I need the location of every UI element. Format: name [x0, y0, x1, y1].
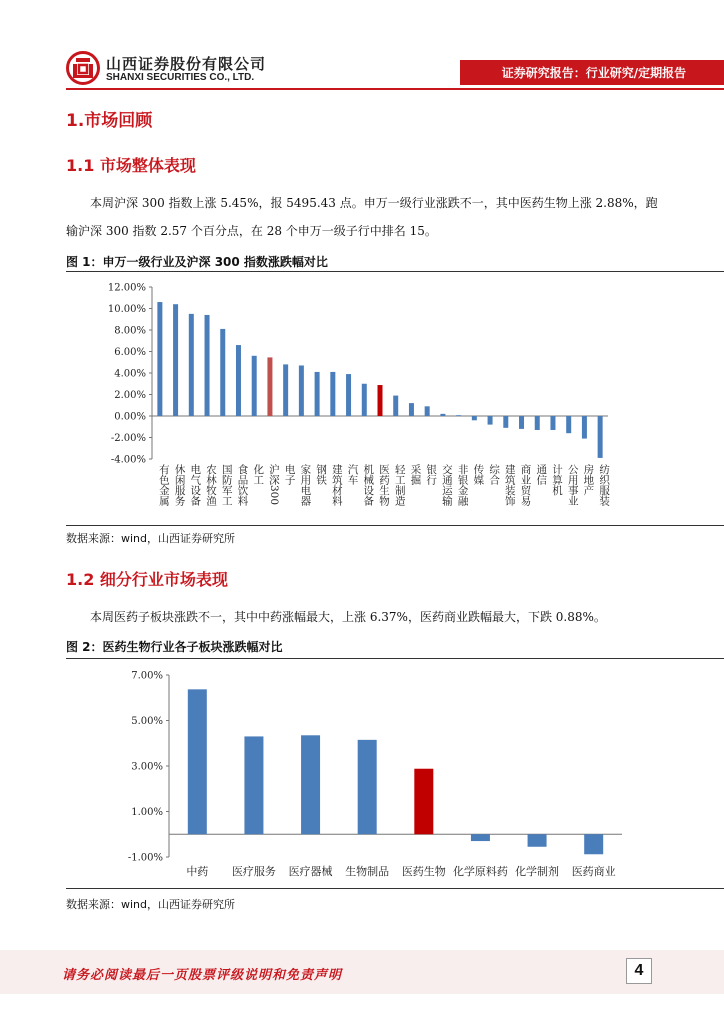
- bar-医疗器械: [301, 735, 320, 834]
- x-category-label: 商业贸易: [519, 464, 532, 506]
- bar-电子: [283, 364, 288, 416]
- bar-轻工制造: [393, 396, 398, 416]
- x-category-label: 医药商业: [571, 865, 616, 878]
- paragraph-2: 本周医药子板块涨跌不一，其中中药涨幅最大，上涨 6.37%，医药商业跌幅最大，下跌 0.88%。: [90, 610, 606, 624]
- x-category-label: 钢铁: [315, 464, 328, 485]
- y-tick-label: 4.00%: [114, 368, 146, 380]
- x-category-label: 中药: [186, 865, 209, 878]
- bar-通信: [535, 416, 540, 430]
- chart-industry-returns: [66, 274, 724, 524]
- figure-1-caption: 图 1：申万一级行业及沪深 300 指数涨跌幅对比: [66, 255, 328, 269]
- bar-综合: [488, 416, 493, 425]
- bar-有色金属: [157, 302, 162, 416]
- y-tick-label: -4.00%: [110, 454, 146, 466]
- bar-医药生物: [378, 385, 383, 416]
- x-category-label: 化学原料药: [452, 865, 508, 878]
- x-category-label: 汽车: [346, 464, 359, 485]
- bar-钢铁: [315, 372, 320, 416]
- section-title: 1.市场回顾: [66, 111, 153, 131]
- x-category-label: 国防军工: [220, 464, 233, 506]
- y-tick-label: 5.00%: [131, 716, 163, 727]
- bar-房地产: [582, 416, 587, 439]
- bar-中药: [188, 689, 207, 834]
- company-name-en: SHANXI SECURITIES CO., LTD.: [106, 72, 255, 83]
- x-category-label: 农林牧渔: [205, 464, 218, 506]
- bar-家用电器: [299, 365, 304, 416]
- bar-医药商业: [584, 834, 603, 854]
- bar-医疗服务: [244, 736, 263, 834]
- x-category-label: 医药生物: [378, 464, 390, 506]
- bar-化学原料药: [471, 834, 490, 841]
- company-name-cn: 山西证券股份有限公司: [106, 55, 267, 73]
- paragraph-1-line1: 本周沪深 300 指数上涨 5.45%，报 5495.43 点。申万一级行业涨跌不一，其中医药生物上涨 2.88%，跑: [90, 196, 658, 210]
- x-category-label: 轻工制造: [393, 464, 406, 506]
- chart-subsector-returns: [66, 662, 724, 886]
- x-category-label: 交通运输: [440, 464, 453, 506]
- x-category-label: 非银金融: [456, 464, 469, 506]
- x-category-label: 电子: [283, 464, 296, 485]
- x-category-label: 化学制剂: [515, 865, 560, 878]
- bar-食品饮料: [236, 345, 241, 416]
- bar-机械设备: [362, 384, 367, 416]
- bar-化学制剂: [528, 834, 547, 847]
- bar-计算机: [550, 416, 555, 430]
- bar-纺织服装: [598, 416, 603, 458]
- bar-采掘: [409, 403, 414, 416]
- bar-电气设备: [189, 314, 194, 416]
- x-category-label: 沪深300: [267, 464, 280, 506]
- bar-医药生物: [414, 769, 433, 835]
- bar-生物制品: [358, 740, 377, 834]
- footer-disclaimer: 请务必阅读最后一页股票评级说明和免责声明: [62, 968, 343, 983]
- bar-建筑材料: [330, 372, 335, 416]
- x-category-label: 综合: [488, 464, 501, 485]
- x-category-label: 纺织服装: [598, 464, 611, 506]
- x-category-label: 通信: [535, 464, 548, 485]
- header-divider: [66, 88, 724, 90]
- x-category-label: 医疗服务: [231, 865, 276, 878]
- figure-2-bottom-rule: [66, 888, 724, 889]
- x-category-label: 休闲服务: [173, 464, 186, 506]
- bar-沪深300: [267, 357, 272, 416]
- bar-银行: [425, 406, 430, 416]
- x-category-label: 家用电器: [299, 464, 312, 506]
- x-category-label: 传媒: [472, 464, 485, 485]
- bar-商业贸易: [519, 416, 524, 429]
- figure-2-caption: 图 2：医药生物行业各子板块涨跌幅对比: [66, 640, 283, 654]
- y-tick-label: 8.00%: [114, 325, 146, 337]
- figure-1-top-rule: [66, 271, 724, 272]
- bar-传媒: [472, 416, 477, 420]
- x-category-label: 有色金属: [157, 464, 170, 506]
- y-tick-label: 2.00%: [114, 390, 146, 401]
- y-tick-label: 6.00%: [114, 347, 146, 358]
- x-category-label: 建筑装饰: [503, 464, 516, 506]
- x-category-label: 银行: [425, 464, 438, 485]
- page-number: 4: [626, 958, 652, 984]
- x-category-label: 医疗器械: [288, 865, 333, 878]
- report-type: 证券研究报告：行业研究/定期报告: [501, 66, 687, 80]
- paragraph-1-line2: 输沪深 300 指数 2.57 个百分点，在 28 个申万一级子行中排名 15。: [66, 224, 437, 238]
- y-tick-label: -1.00%: [127, 852, 163, 864]
- y-tick-label: 1.00%: [131, 807, 163, 818]
- subsection-title-1-2: 1.2 细分行业市场表现: [66, 570, 228, 589]
- x-category-label: 食品饮料: [236, 464, 249, 506]
- x-category-label: 房地产: [582, 464, 595, 496]
- y-tick-label: 0.00%: [114, 411, 146, 423]
- y-tick-label: 7.00%: [131, 670, 163, 682]
- x-category-label: 采掘: [409, 464, 422, 485]
- bar-化工: [252, 356, 257, 416]
- x-category-label: 公用事业: [566, 464, 579, 506]
- x-category-label: 生物制品: [345, 865, 390, 878]
- x-category-label: 化工: [252, 464, 265, 485]
- bar-国防军工: [220, 329, 225, 416]
- y-tick-label: 3.00%: [131, 761, 163, 773]
- bar-农林牧渔: [205, 315, 210, 416]
- subsection-title-1-1: 1.1 市场整体表现: [66, 156, 196, 175]
- bar-汽车: [346, 374, 351, 416]
- figure-1-bottom-rule: [66, 525, 724, 526]
- bar-建筑装饰: [503, 416, 508, 428]
- x-category-label: 建筑材料: [330, 464, 343, 506]
- bar-交通运输: [440, 414, 445, 416]
- figure-1-source: 数据来源：wind，山西证券研究所: [66, 532, 236, 545]
- y-tick-label: -2.00%: [110, 433, 146, 444]
- x-category-label: 计算机: [550, 464, 563, 496]
- figure-2-top-rule: [66, 658, 724, 659]
- bar-休闲服务: [173, 304, 178, 416]
- company-logo-icon: [66, 51, 100, 85]
- x-category-label: 医药生物: [401, 865, 446, 878]
- figure-2-source: 数据来源：wind，山西证券研究所: [66, 898, 236, 911]
- x-category-label: 机械设备: [362, 464, 375, 506]
- y-tick-label: 10.00%: [107, 304, 146, 315]
- y-tick-label: 12.00%: [107, 282, 146, 294]
- x-category-label: 电气设备: [189, 464, 202, 506]
- bar-公用事业: [566, 416, 571, 433]
- bar-非银金融: [456, 415, 461, 416]
